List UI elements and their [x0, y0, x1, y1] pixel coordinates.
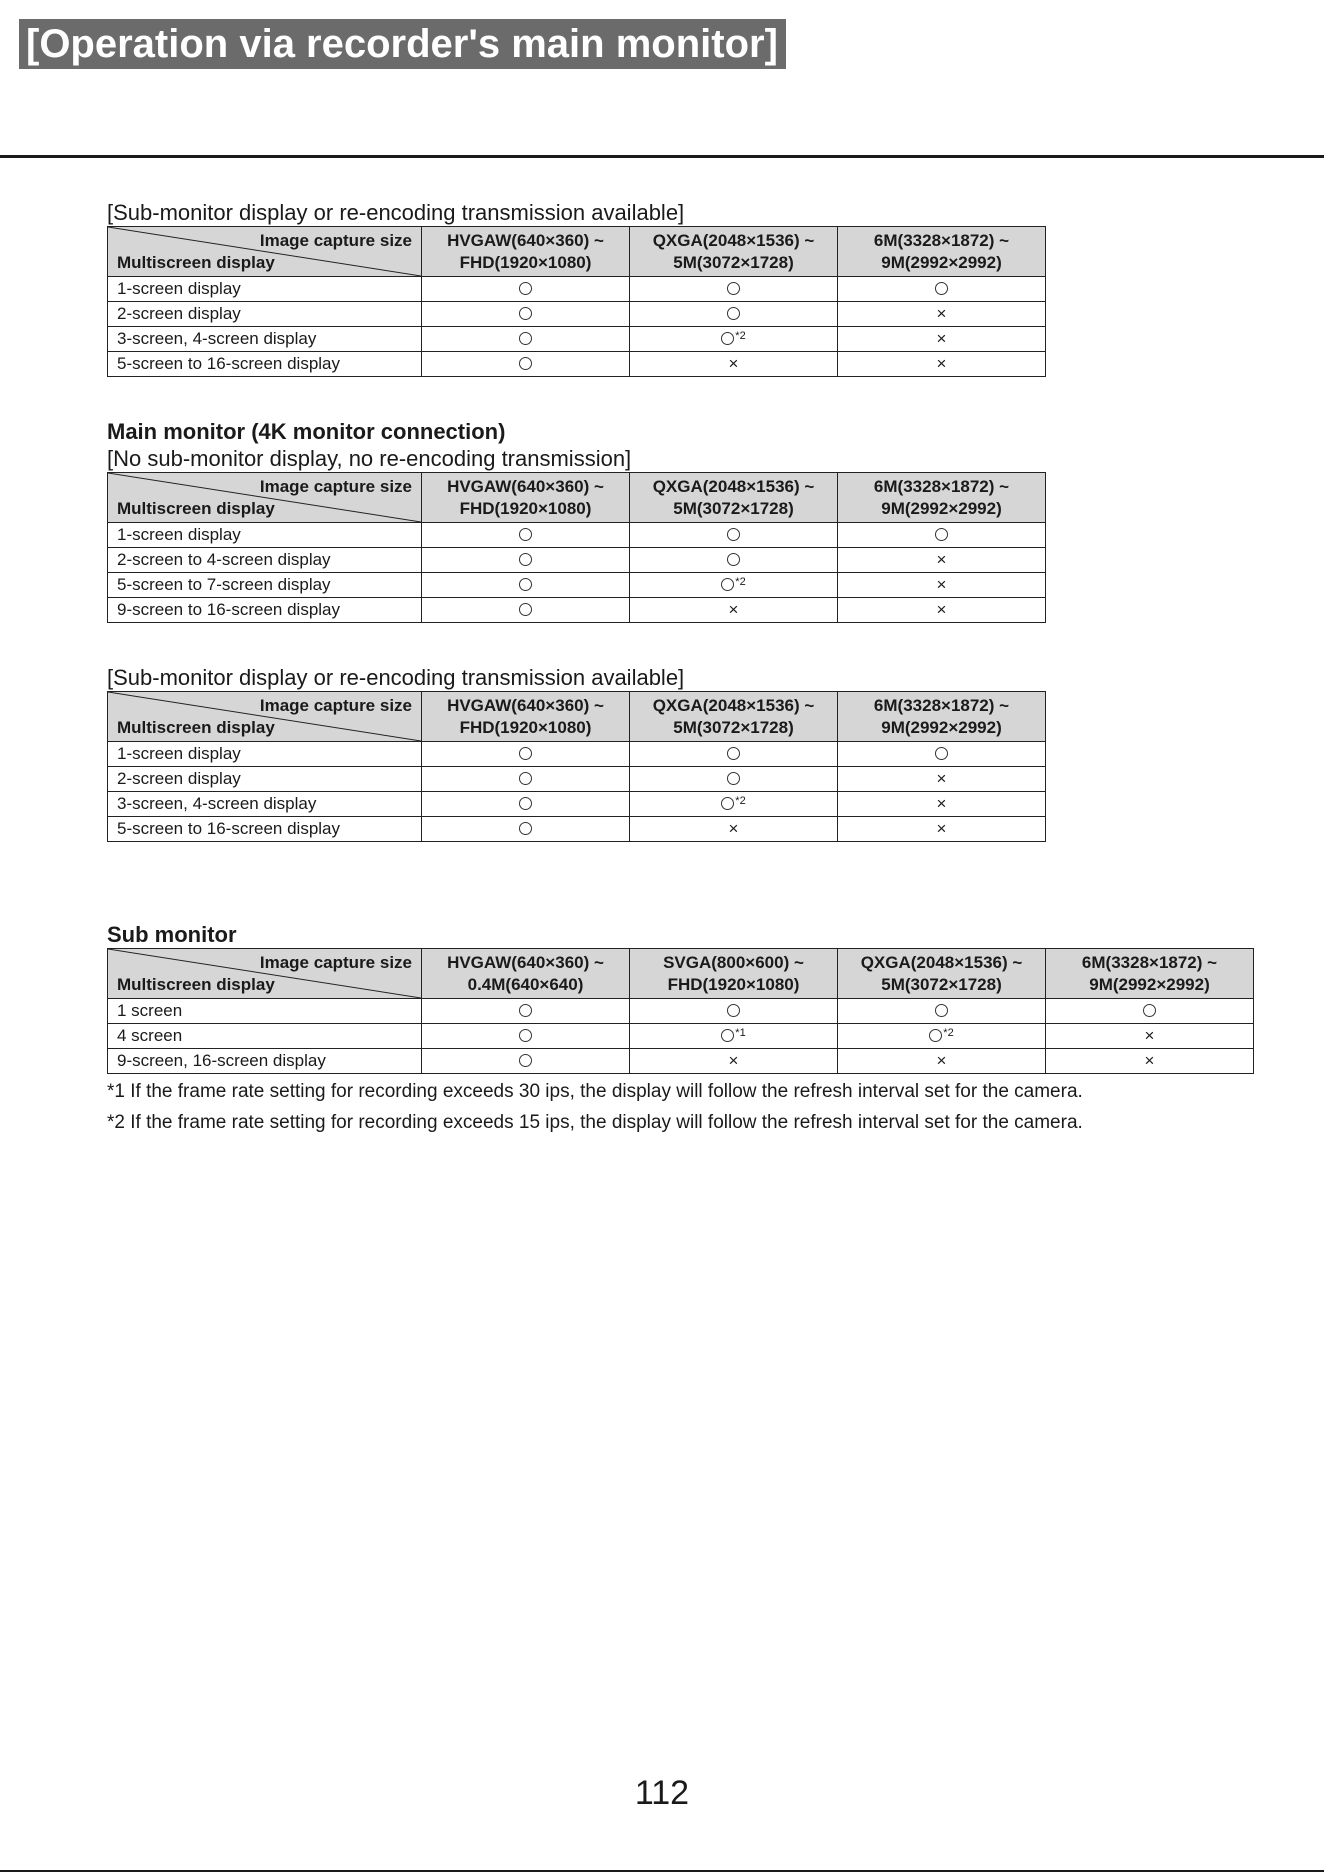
support-cell — [630, 767, 838, 792]
circle-mark-icon — [519, 307, 532, 320]
support-cell — [838, 767, 1046, 792]
support-cell — [422, 327, 630, 352]
spec-section — [107, 199, 1257, 377]
section-caption: [Sub-monitor display or re-encoding transmission available] — [107, 200, 685, 225]
circle-mark-icon — [935, 747, 948, 760]
column-header-line: 6M(3328×1872) ~ — [873, 695, 1010, 715]
table-row — [108, 792, 1046, 817]
support-cell — [838, 277, 1046, 302]
diagonal-header-cell — [108, 473, 422, 523]
row-label: 1-screen display — [108, 742, 422, 767]
cross-mark-icon: × — [936, 600, 947, 619]
support-cell — [838, 523, 1046, 548]
support-cell — [422, 548, 630, 573]
header-row — [108, 227, 1046, 277]
support-cell — [838, 548, 1046, 573]
support-cell — [630, 792, 838, 817]
support-cell — [422, 792, 630, 817]
column-axis-label: Image capture size — [259, 477, 412, 496]
compatibility-table — [107, 226, 1046, 377]
column-header-line: 9M(2992×2992) — [881, 252, 1002, 272]
circle-mark-icon — [519, 553, 532, 566]
support-cell — [1046, 1049, 1254, 1074]
cross-mark-icon: × — [936, 329, 947, 348]
compatibility-table — [107, 472, 1046, 623]
row-label: 5-screen to 7-screen display — [108, 573, 422, 598]
circle-mark-icon — [519, 822, 532, 835]
circle-mark-icon — [727, 528, 740, 541]
footnote-text: *2 If the frame rate setting for recording exceeds 15 ips, the display will follow the refresh interval set for the camera. — [107, 1112, 1083, 1133]
support-cell — [838, 742, 1046, 767]
header-row — [108, 473, 1046, 523]
circle-mark-icon — [721, 1029, 734, 1042]
support-cell — [630, 327, 838, 352]
row-label: 3-screen, 4-screen display — [108, 327, 422, 352]
support-cell — [838, 352, 1046, 377]
row-label: 9-screen, 16-screen display — [108, 1049, 422, 1074]
section-caption: [No sub-monitor display, no re-encoding transmission] — [107, 446, 632, 471]
circle-mark-icon — [929, 1029, 942, 1042]
cross-mark-icon: × — [936, 819, 947, 838]
row-label: 1 screen — [108, 999, 422, 1024]
column-header-line: SVGA(800×600) ~ — [663, 952, 804, 972]
support-cell — [838, 598, 1046, 623]
footnote-ref: *2 — [735, 330, 746, 342]
footnote-text: *1 If the frame rate setting for recording exceeds 30 ips, the display will follow the refresh interval set for the camera. — [107, 1081, 1083, 1102]
column-header-line: 9M(2992×2992) — [881, 717, 1002, 737]
header-row — [108, 949, 1254, 999]
column-axis-label: Image capture size — [259, 953, 412, 972]
column-header-line: 5M(3072×1728) — [673, 717, 794, 737]
support-cell — [422, 352, 630, 377]
circle-mark-icon — [519, 578, 532, 591]
column-header — [838, 227, 1046, 277]
table-row — [108, 767, 1046, 792]
column-header — [1046, 949, 1254, 999]
circle-mark-icon — [727, 282, 740, 295]
cross-mark-icon: × — [936, 794, 947, 813]
circle-mark-icon — [727, 307, 740, 320]
circle-mark-icon — [727, 747, 740, 760]
row-axis-label: Multiscreen display — [117, 499, 275, 518]
column-header-line: QXGA(2048×1536) ~ — [652, 476, 815, 496]
support-cell — [422, 302, 630, 327]
table-row — [108, 327, 1046, 352]
cross-mark-icon: × — [936, 304, 947, 323]
circle-mark-icon — [1143, 1004, 1156, 1017]
circle-mark-icon — [935, 528, 948, 541]
column-header-line: HVGAW(640×360) ~ — [447, 476, 604, 496]
footnote-ref: *1 — [735, 1027, 746, 1039]
column-header-line: 9M(2992×2992) — [881, 498, 1002, 518]
column-header-line: 5M(3072×1728) — [673, 252, 794, 272]
row-label: 2-screen display — [108, 302, 422, 327]
circle-mark-icon — [519, 528, 532, 541]
table-row — [108, 1049, 1254, 1074]
circle-mark-icon — [519, 1054, 532, 1067]
support-cell — [422, 573, 630, 598]
table-row — [108, 999, 1254, 1024]
row-label: 9-screen to 16-screen display — [108, 598, 422, 623]
row-label: 5-screen to 16-screen display — [108, 817, 422, 842]
section-caption: [Sub-monitor display or re-encoding transmission available] — [107, 665, 685, 690]
cross-mark-icon: × — [728, 354, 739, 373]
spec-section — [107, 418, 1257, 623]
header-row — [108, 692, 1046, 742]
support-cell — [838, 327, 1046, 352]
column-header-line: 5M(3072×1728) — [881, 974, 1002, 994]
support-cell — [422, 523, 630, 548]
support-cell — [422, 742, 630, 767]
cross-mark-icon: × — [1144, 1051, 1155, 1070]
column-header-line: 5M(3072×1728) — [673, 498, 794, 518]
column-header-line: QXGA(2048×1536) ~ — [652, 695, 815, 715]
page-title: [Operation via recorder's main monitor] — [19, 19, 786, 69]
cross-mark-icon: × — [728, 600, 739, 619]
support-cell — [838, 1049, 1046, 1074]
support-cell — [422, 999, 630, 1024]
spec-section — [107, 664, 1257, 842]
column-header-line: QXGA(2048×1536) ~ — [860, 952, 1023, 972]
support-cell — [422, 598, 630, 623]
row-label: 2-screen display — [108, 767, 422, 792]
cross-mark-icon: × — [1144, 1026, 1155, 1045]
circle-mark-icon — [721, 797, 734, 810]
support-cell — [630, 277, 838, 302]
footnote-ref: *2 — [943, 1027, 954, 1039]
diagonal-header-cell — [108, 949, 422, 999]
table-row — [108, 573, 1046, 598]
row-axis-label: Multiscreen display — [117, 975, 275, 994]
row-axis-label: Multiscreen display — [117, 718, 275, 737]
compatibility-table — [107, 948, 1254, 1074]
footnote-ref: *2 — [735, 576, 746, 588]
column-header-line: QXGA(2048×1536) ~ — [652, 230, 815, 250]
column-header — [422, 227, 630, 277]
cross-mark-icon: × — [728, 1051, 739, 1070]
cross-mark-icon: × — [936, 575, 947, 594]
page-number: 112 — [634, 1774, 690, 1812]
row-label: 1-screen display — [108, 523, 422, 548]
column-header — [630, 949, 838, 999]
table-row — [108, 277, 1046, 302]
support-cell — [838, 302, 1046, 327]
diagonal-header-cell — [108, 227, 422, 277]
column-axis-label: Image capture size — [259, 696, 412, 715]
column-header-line: HVGAW(640×360) ~ — [447, 952, 604, 972]
circle-mark-icon — [727, 553, 740, 566]
table-row — [108, 523, 1046, 548]
support-cell — [838, 1024, 1046, 1049]
compatibility-table — [107, 691, 1046, 842]
column-axis-label: Image capture size — [259, 231, 412, 250]
column-header-line: HVGAW(640×360) ~ — [447, 230, 604, 250]
table-row — [108, 1024, 1254, 1049]
circle-mark-icon — [519, 332, 532, 345]
table-row — [108, 352, 1046, 377]
diagonal-header-cell — [108, 692, 422, 742]
row-axis-label: Multiscreen display — [117, 253, 275, 272]
support-cell — [838, 792, 1046, 817]
support-cell — [838, 817, 1046, 842]
cross-mark-icon: × — [728, 819, 739, 838]
support-cell — [630, 302, 838, 327]
spec-section — [107, 921, 1257, 1074]
circle-mark-icon — [519, 747, 532, 760]
section-heading: Main monitor (4K monitor connection) — [107, 419, 506, 444]
column-header-line: 9M(2992×2992) — [1089, 974, 1210, 994]
content-area — [107, 199, 1257, 1138]
support-cell — [422, 767, 630, 792]
support-cell — [838, 573, 1046, 598]
column-header — [422, 949, 630, 999]
column-header — [630, 473, 838, 523]
column-header-line: FHD(1920×1080) — [459, 717, 592, 737]
support-cell — [422, 1024, 630, 1049]
support-cell — [630, 548, 838, 573]
row-label: 2-screen to 4-screen display — [108, 548, 422, 573]
row-label: 4 screen — [108, 1024, 422, 1049]
column-header-line: FHD(1920×1080) — [459, 498, 592, 518]
column-header — [838, 949, 1046, 999]
column-header — [630, 692, 838, 742]
cross-mark-icon: × — [936, 769, 947, 788]
circle-mark-icon — [727, 1004, 740, 1017]
cross-mark-icon: × — [936, 354, 947, 373]
column-header-line: FHD(1920×1080) — [459, 252, 592, 272]
circle-mark-icon — [519, 772, 532, 785]
table-row — [108, 598, 1046, 623]
support-cell — [422, 1049, 630, 1074]
cross-mark-icon: × — [936, 1051, 947, 1070]
section-heading: Sub monitor — [107, 922, 237, 947]
circle-mark-icon — [721, 332, 734, 345]
table-row — [108, 548, 1046, 573]
support-cell — [630, 598, 838, 623]
column-header-line: FHD(1920×1080) — [667, 974, 800, 994]
table-row — [108, 302, 1046, 327]
row-label: 1-screen display — [108, 277, 422, 302]
header-divider — [0, 155, 1324, 158]
row-label: 3-screen, 4-screen display — [108, 792, 422, 817]
support-cell — [630, 573, 838, 598]
sections-container — [107, 199, 1257, 1074]
cross-mark-icon: × — [936, 550, 947, 569]
support-cell — [1046, 1024, 1254, 1049]
support-cell — [1046, 999, 1254, 1024]
support-cell — [630, 1024, 838, 1049]
circle-mark-icon — [935, 282, 948, 295]
support-cell — [422, 277, 630, 302]
table-row — [108, 817, 1046, 842]
circle-mark-icon — [519, 357, 532, 370]
support-cell — [630, 523, 838, 548]
column-header — [422, 692, 630, 742]
column-header — [422, 473, 630, 523]
circle-mark-icon — [727, 772, 740, 785]
circle-mark-icon — [519, 282, 532, 295]
column-header — [838, 692, 1046, 742]
row-label: 5-screen to 16-screen display — [108, 352, 422, 377]
support-cell — [838, 999, 1046, 1024]
circle-mark-icon — [721, 578, 734, 591]
support-cell — [630, 742, 838, 767]
column-header — [838, 473, 1046, 523]
support-cell — [630, 999, 838, 1024]
circle-mark-icon — [519, 1029, 532, 1042]
column-header-line: 6M(3328×1872) ~ — [873, 476, 1010, 496]
support-cell — [630, 1049, 838, 1074]
circle-mark-icon — [519, 1004, 532, 1017]
support-cell — [630, 352, 838, 377]
support-cell — [630, 817, 838, 842]
circle-mark-icon — [935, 1004, 948, 1017]
column-header — [630, 227, 838, 277]
column-header-line: 6M(3328×1872) ~ — [1081, 952, 1218, 972]
support-cell — [422, 817, 630, 842]
footnote-ref: *2 — [735, 795, 746, 807]
column-header-line: HVGAW(640×360) ~ — [447, 695, 604, 715]
footnotes — [107, 1076, 1257, 1138]
circle-mark-icon — [519, 603, 532, 616]
column-header-line: 6M(3328×1872) ~ — [873, 230, 1010, 250]
circle-mark-icon — [519, 797, 532, 810]
table-row — [108, 742, 1046, 767]
column-header-line: 0.4M(640×640) — [467, 974, 584, 994]
